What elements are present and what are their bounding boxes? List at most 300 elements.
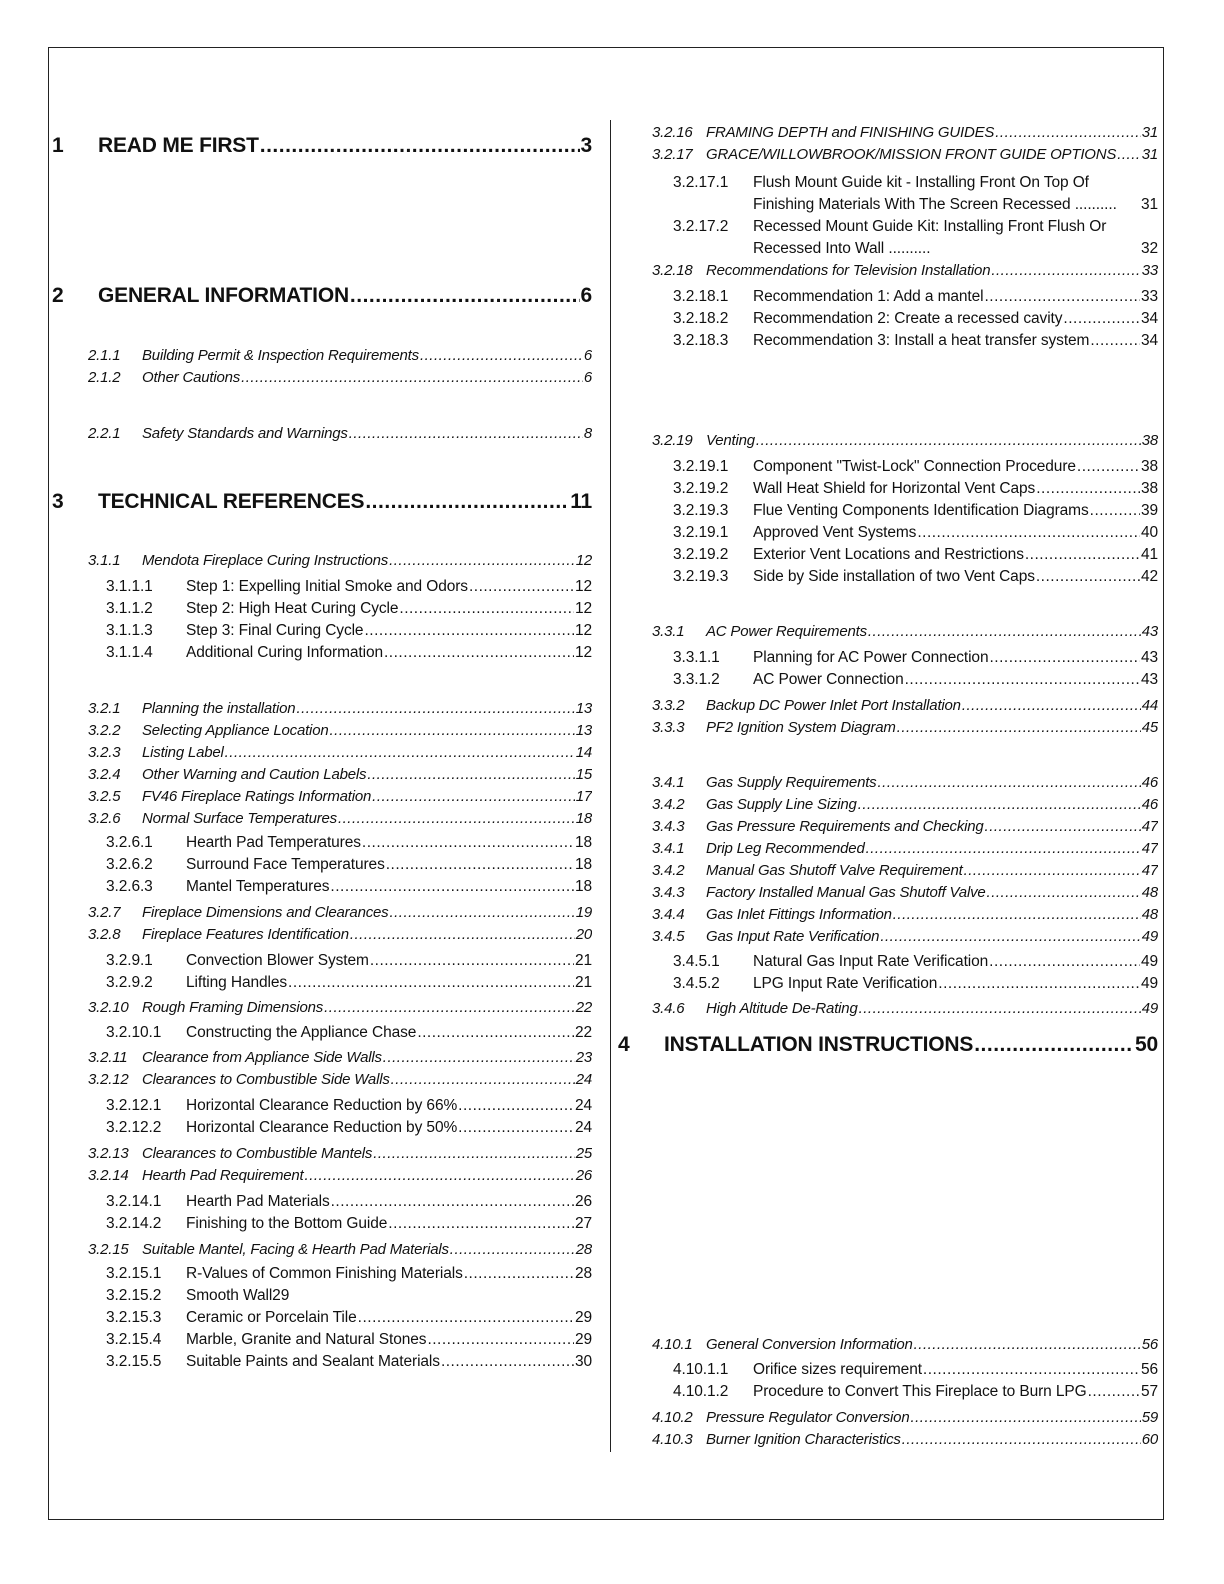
dot-leader xyxy=(989,649,1139,667)
toc-entry-number: 4.10.1 xyxy=(652,1336,693,1353)
toc-entry[interactable] xyxy=(652,262,1158,279)
toc-entry-page: 47 xyxy=(1141,840,1158,857)
toc-entry-number: 4.10.2 xyxy=(652,1409,693,1426)
toc-entry-title: Clearances to Combustible Mantels xyxy=(142,1145,373,1162)
toc-entry[interactable] xyxy=(106,578,592,596)
toc-entry[interactable] xyxy=(652,719,1158,736)
toc-entry-page: 49 xyxy=(1141,928,1158,945)
toc-entry[interactable] xyxy=(652,774,1158,791)
toc-entry-number: 3.2.15.3 xyxy=(106,1309,162,1326)
toc-entry[interactable] xyxy=(106,644,592,662)
toc-entry[interactable] xyxy=(652,1409,1158,1426)
dot-leader xyxy=(383,1049,575,1066)
dot-leader xyxy=(989,953,1140,971)
toc-entry-page: 29 xyxy=(574,1331,592,1348)
toc-entry-page: 31 xyxy=(1141,124,1158,141)
toc-entry-title: Smooth Wall29 xyxy=(186,1287,290,1304)
dot-leader xyxy=(1090,502,1140,520)
dot-leader xyxy=(260,134,580,158)
toc-entry-title: Side by Side installation of two Vent Caps xyxy=(753,568,1035,585)
toc-entry-number: 3.3.2 xyxy=(652,697,685,714)
toc-entry[interactable] xyxy=(88,347,592,364)
toc-entry-number: 2.1.2 xyxy=(88,369,121,386)
toc-entry[interactable] xyxy=(88,1167,592,1184)
dot-leader xyxy=(1025,546,1140,564)
toc-entry-page: 6 xyxy=(583,369,592,386)
toc-entry-title: Safety Standards and Warnings xyxy=(142,425,348,442)
toc-entry-number: 3.1.1.1 xyxy=(106,578,153,595)
toc-entry[interactable] xyxy=(106,1265,592,1283)
toc-entry-title: Constructing the Appliance Chase xyxy=(186,1024,417,1041)
toc-entry-page: 33 xyxy=(1140,288,1158,305)
dot-leader xyxy=(358,1309,574,1327)
toc-entry[interactable] xyxy=(652,124,1158,141)
toc-entry-number: 3.3.1 xyxy=(652,623,685,640)
toc-entry-number: 3.4.4 xyxy=(652,906,685,923)
toc-entry-number: 3.2.15.2 xyxy=(106,1287,162,1304)
toc-entry-title: Pressure Regulator Conversion xyxy=(706,1409,910,1426)
toc-entry-page: 41 xyxy=(1140,546,1158,563)
toc-entry-page: 6 xyxy=(580,284,592,307)
toc-entry-title: Approved Vent Systems xyxy=(753,524,917,541)
toc-entry-title: Selecting Appliance Location xyxy=(142,722,329,739)
toc-entry-number: 3.2.12.1 xyxy=(106,1097,162,1114)
toc-entry-page: 3 xyxy=(580,134,592,157)
toc-entry-page: 49 xyxy=(1140,953,1158,970)
toc-entry-number: 3.4.5.1 xyxy=(673,953,720,970)
dot-leader xyxy=(866,840,1141,857)
dot-leader xyxy=(1117,146,1141,163)
toc-entry-page: 50 xyxy=(1135,1033,1158,1056)
toc-entry-number: 3.3.3 xyxy=(652,719,685,736)
dot-leader xyxy=(1088,1383,1140,1401)
dot-leader xyxy=(1063,310,1140,328)
toc-entry-number: 3.2.15.4 xyxy=(106,1331,162,1348)
toc-entry[interactable] xyxy=(652,818,1158,835)
toc-entry-page: 18 xyxy=(574,856,592,873)
toc-entry-number: 2.1.1 xyxy=(88,347,121,364)
dot-leader xyxy=(905,671,1140,689)
toc-entry-title: Marble, Granite and Natural Stones xyxy=(186,1331,427,1348)
toc-entry[interactable] xyxy=(673,502,1158,520)
toc-entry-title: Normal Surface Temperatures xyxy=(142,810,337,827)
toc-entry-page: 57 xyxy=(1140,1383,1158,1400)
dot-leader xyxy=(985,818,1141,835)
toc-entry-page: 31 xyxy=(1141,146,1158,163)
toc-entry[interactable] xyxy=(673,649,1158,667)
toc-entry-number: 3.3.1.1 xyxy=(673,649,720,666)
toc-entry[interactable] xyxy=(88,700,592,717)
toc-entry-number: 3.2.6.1 xyxy=(106,834,153,851)
toc-entry[interactable] xyxy=(88,744,592,761)
toc-entry-page: 17 xyxy=(575,788,592,805)
toc-entry-title: Backup DC Power Inlet Port Installation xyxy=(706,697,961,714)
dot-leader xyxy=(964,862,1141,879)
dot-leader xyxy=(1036,480,1140,498)
toc-entry[interactable] xyxy=(88,425,592,442)
dot-leader xyxy=(288,974,574,992)
toc-entry-number: 2.2.1 xyxy=(88,425,121,442)
dot-leader xyxy=(349,425,583,442)
toc-entry[interactable] xyxy=(673,953,1158,971)
toc-entry[interactable] xyxy=(106,834,592,852)
dot-leader xyxy=(384,644,574,662)
toc-entry-number: 3.2.16 xyxy=(652,124,693,141)
toc-entry[interactable] xyxy=(618,1033,1158,1057)
toc-entry-page: 26 xyxy=(574,1193,592,1210)
dot-leader xyxy=(417,1024,574,1042)
dot-leader xyxy=(370,952,574,970)
dot-leader xyxy=(331,1193,574,1211)
toc-entry-title: Planning the installation xyxy=(142,700,296,717)
dot-leader xyxy=(225,744,575,761)
toc-entry-page: 28 xyxy=(574,1265,592,1282)
toc-entry[interactable] xyxy=(106,1215,592,1233)
toc-entry-number: 4.10.1.2 xyxy=(673,1383,729,1400)
dot-leader xyxy=(995,124,1140,141)
toc-entry-number: 3.2.9.1 xyxy=(106,952,153,969)
toc-entry-title: Lifting Handles xyxy=(186,974,288,991)
dot-leader xyxy=(458,1119,574,1137)
dot-leader xyxy=(914,1336,1141,1353)
toc-entry-page: 13 xyxy=(575,700,592,717)
toc-entry[interactable] xyxy=(652,623,1158,640)
toc-entry-number: 3.4.5.2 xyxy=(673,975,720,992)
toc-entry-number: 3.2.3 xyxy=(88,744,121,761)
toc-entry[interactable] xyxy=(673,1383,1158,1401)
toc-entry[interactable] xyxy=(673,310,1158,328)
toc-entry-number: 3.2.14 xyxy=(88,1167,129,1184)
toc-entry-number: 3.2.6 xyxy=(88,810,121,827)
dot-leader xyxy=(427,1331,574,1349)
toc-entry-title: Recommendations for Television Installation xyxy=(706,262,991,279)
toc-entry-title: High Altitude De-Rating xyxy=(706,1000,858,1017)
toc-entry-number: 3.4.1 xyxy=(652,840,685,857)
toc-entry-title: R-Values of Common Finishing Materials xyxy=(186,1265,463,1282)
dot-leader xyxy=(858,796,1141,813)
toc-entry-title: Gas Inlet Fittings Information xyxy=(706,906,892,923)
toc-entry-page: 24 xyxy=(574,1119,592,1136)
toc-entry-number: 3.2.14.1 xyxy=(106,1193,162,1210)
toc-entry-page: 34 xyxy=(1140,332,1158,349)
toc-entry-title: Flush Mount Guide kit - Installing Front On Top Of Finishing Materials With The Screen Recessed .......... xyxy=(753,174,1117,213)
toc-entry-title: Convection Blower System xyxy=(186,952,369,969)
toc-entry[interactable] xyxy=(652,840,1158,857)
toc-entry-number: 3.2.14.2 xyxy=(106,1215,162,1232)
toc-entry-number: 3.4.5 xyxy=(652,928,685,945)
toc-entry-page: 22 xyxy=(574,1024,592,1041)
toc-entry-title: Recommendation 1: Add a mantel xyxy=(753,288,984,305)
toc-entry-title: Finishing to the Bottom Guide xyxy=(186,1215,388,1232)
dot-leader xyxy=(367,766,574,783)
toc-entry-number: 3.2.2 xyxy=(88,722,121,739)
dot-leader xyxy=(464,1265,574,1283)
toc-entry-number: 4.10.1.1 xyxy=(673,1361,729,1378)
toc-entry[interactable] xyxy=(106,1097,592,1115)
toc-entry-number: 2 xyxy=(52,284,64,307)
toc-entry[interactable] xyxy=(673,1361,1158,1379)
toc-entry-page: 12 xyxy=(574,644,592,661)
dot-leader xyxy=(756,432,1141,449)
toc-entry-page: 56 xyxy=(1141,1336,1158,1353)
toc-entry-page: 12 xyxy=(574,600,592,617)
toc-entry-title: Mantel Temperatures xyxy=(186,878,330,895)
toc-entry[interactable] xyxy=(652,1000,1158,1017)
toc-entry[interactable] xyxy=(52,284,592,308)
toc-entry-page: 26 xyxy=(575,1167,592,1184)
toc-entry[interactable] xyxy=(652,146,1158,163)
toc-entry[interactable] xyxy=(88,552,592,569)
toc-entry-title: Flue Venting Components Identification Diagrams xyxy=(753,502,1089,519)
toc-entry[interactable] xyxy=(88,1241,592,1258)
toc-entry-page: 13 xyxy=(575,722,592,739)
toc-entry-title: Procedure to Convert This Fireplace to Burn LPG xyxy=(753,1383,1087,1400)
toc-entry[interactable] xyxy=(88,369,592,386)
toc-entry-number: 3.2.10 xyxy=(88,999,129,1016)
toc-entry-page: 40 xyxy=(1140,524,1158,541)
toc-entry[interactable] xyxy=(652,1336,1158,1353)
toc-entry-page: 18 xyxy=(574,878,592,895)
toc-entry[interactable] xyxy=(673,172,1158,216)
toc-entry-title: Gas Input Rate Verification xyxy=(706,928,880,945)
toc-entry[interactable] xyxy=(673,975,1158,993)
toc-entry-title: Component "Twist-Lock" Connection Procedure xyxy=(753,458,1076,475)
toc-entry-page: 12 xyxy=(574,622,592,639)
dot-leader xyxy=(389,552,575,569)
toc-entry-number: 3.2.8 xyxy=(88,926,121,943)
toc-entry[interactable] xyxy=(652,862,1158,879)
toc-entry-number: 3.2.12 xyxy=(88,1071,129,1088)
dot-leader xyxy=(330,878,574,896)
toc-entry-title: Orifice sizes requirement xyxy=(753,1361,922,1378)
toc-entry-number: 3.2.17.1 xyxy=(673,174,729,191)
toc-entry[interactable] xyxy=(106,622,592,640)
toc-entry[interactable] xyxy=(106,600,592,618)
toc-entry-page: 21 xyxy=(574,952,592,969)
toc-entry-page: 24 xyxy=(575,1071,592,1088)
toc-entry-number: 3.2.11 xyxy=(88,1049,128,1066)
dot-leader xyxy=(241,369,583,386)
toc-entry-title: Drip Leg Recommended xyxy=(706,840,865,857)
dot-leader: .......... xyxy=(1070,196,1117,213)
toc-entry-title: Venting xyxy=(706,432,755,449)
toc-entry[interactable] xyxy=(88,788,592,805)
toc-entry[interactable] xyxy=(52,134,592,158)
toc-entry-title: Fireplace Features Identification xyxy=(142,926,349,943)
toc-entry-page: 23 xyxy=(575,1049,592,1066)
toc-entry[interactable] xyxy=(673,524,1158,542)
dot-leader xyxy=(469,578,574,596)
toc-entry-title: Manual Gas Shutoff Valve Requirement xyxy=(706,862,963,879)
toc-entry[interactable] xyxy=(88,1145,592,1162)
toc-entry-title: GRACE/WILLOWBROOK/MISSION FRONT GUIDE OPTIONS xyxy=(706,146,1117,163)
dot-leader xyxy=(373,1145,575,1162)
toc-entry-title: Hearth Pad Materials xyxy=(186,1193,330,1210)
toc-entry-title: Hearth Pad Requirement xyxy=(142,1167,304,1184)
toc-entry-title: PF2 Ignition System Diagram xyxy=(706,719,896,736)
toc-entry[interactable] xyxy=(106,974,592,992)
dot-leader xyxy=(420,347,583,364)
toc-entry-title: Mendota Fireplace Curing Instructions xyxy=(142,552,389,569)
toc-entry-number: 3.4.3 xyxy=(652,818,685,835)
toc-entry[interactable] xyxy=(106,1353,592,1371)
toc-entry[interactable] xyxy=(106,1309,592,1327)
dot-leader xyxy=(974,1033,1134,1057)
toc-entry-title: FRAMING DEPTH and FINISHING GUIDES xyxy=(706,124,995,141)
toc-entry[interactable] xyxy=(652,906,1158,923)
toc-entry[interactable] xyxy=(88,722,592,739)
dot-leader xyxy=(350,926,575,943)
toc-entry[interactable] xyxy=(106,952,592,970)
toc-entry[interactable] xyxy=(652,1431,1158,1448)
toc-entry-page: 38 xyxy=(1141,432,1158,449)
toc-entry-number: 3.2.12.2 xyxy=(106,1119,162,1136)
toc-entry-title: Fireplace Dimensions and Clearances xyxy=(142,904,389,921)
toc-entry[interactable] xyxy=(673,671,1158,689)
toc-entry-page: 59 xyxy=(1141,1409,1158,1426)
toc-entry[interactable] xyxy=(88,766,592,783)
dot-leader xyxy=(364,622,574,640)
toc-entry[interactable] xyxy=(106,1287,592,1305)
toc-entry[interactable] xyxy=(673,480,1158,498)
toc-entry-number: 3.2.4 xyxy=(88,766,121,783)
toc-entry-page: 30 xyxy=(574,1353,592,1370)
toc-entry-number: 3.2.6.3 xyxy=(106,878,153,895)
toc-entry-page: 18 xyxy=(574,834,592,851)
toc-entry[interactable] xyxy=(673,458,1158,476)
toc-entry[interactable] xyxy=(88,904,592,921)
toc-entry-page: 21 xyxy=(574,974,592,991)
toc-entry-number: 4.10.3 xyxy=(652,1431,693,1448)
toc-entry-number: 1 xyxy=(52,134,64,157)
toc-entry-number: 3.2.18.2 xyxy=(673,310,729,327)
toc-entry[interactable] xyxy=(106,878,592,896)
toc-entry[interactable] xyxy=(673,332,1158,350)
toc-entry[interactable] xyxy=(673,216,1158,260)
toc-entry[interactable] xyxy=(673,568,1158,586)
column-divider xyxy=(610,120,611,1452)
toc-entry-page: 47 xyxy=(1141,862,1158,879)
toc-entry-page: 11 xyxy=(570,490,592,513)
toc-entry-page: 19 xyxy=(575,904,592,921)
toc-entry-number: 3.2.7 xyxy=(88,904,121,921)
toc-entry[interactable] xyxy=(88,999,592,1016)
toc-entry[interactable] xyxy=(106,856,592,874)
toc-entry-title: Other Warning and Caution Labels xyxy=(142,766,367,783)
dot-leader xyxy=(868,623,1141,640)
toc-entry[interactable] xyxy=(88,810,592,827)
toc-entry-number: 3.1.1.3 xyxy=(106,622,153,639)
toc-entry-title: Hearth Pad Temperatures xyxy=(186,834,361,851)
toc-entry-number: 3.2.10.1 xyxy=(106,1024,162,1041)
toc-entry-title: FV46 Fireplace Ratings Information xyxy=(142,788,372,805)
dot-leader xyxy=(365,490,569,514)
toc-entry-number: 3.2.17 xyxy=(652,146,693,163)
dot-leader xyxy=(985,288,1140,306)
toc-entry-number: 3.2.9.2 xyxy=(106,974,153,991)
toc-entry-page: 46 xyxy=(1141,774,1158,791)
dot-leader xyxy=(897,719,1141,736)
toc-entry-page: 33 xyxy=(1141,262,1158,279)
toc-entry-page: 48 xyxy=(1141,884,1158,901)
toc-entry-title: Building Permit & Inspection Requirements xyxy=(142,347,419,364)
toc-entry-number: 3.4.6 xyxy=(652,1000,685,1017)
toc-entry[interactable] xyxy=(652,697,1158,714)
toc-entry-title: General Conversion Information xyxy=(706,1336,913,1353)
dot-leader xyxy=(329,722,574,739)
toc-entry-page: 24 xyxy=(574,1097,592,1114)
toc-entry-title: Gas Pressure Requirements and Checking xyxy=(706,818,984,835)
toc-entry-page: 32 xyxy=(1140,240,1158,257)
dot-leader xyxy=(441,1353,574,1371)
dot-leader xyxy=(1077,458,1140,476)
toc-entry[interactable] xyxy=(52,490,592,514)
toc-entry[interactable] xyxy=(106,1193,592,1211)
toc-entry-number: 3.4.1 xyxy=(652,774,685,791)
toc-entry[interactable] xyxy=(652,884,1158,901)
toc-entry-page: 56 xyxy=(1140,1361,1158,1378)
toc-entry-title: Planning for AC Power Connection xyxy=(753,649,989,666)
toc-entry-title: Ceramic or Porcelain Tile xyxy=(186,1309,357,1326)
toc-entry-number: 3.4.2 xyxy=(652,796,685,813)
toc-entry-page: 14 xyxy=(575,744,592,761)
toc-entry-number: 3.2.19.3 xyxy=(673,502,729,519)
toc-entry-title: Step 3: Final Curing Cycle xyxy=(186,622,364,639)
dot-leader xyxy=(878,774,1141,791)
dot-leader xyxy=(450,1241,575,1258)
toc-entry[interactable] xyxy=(652,432,1158,449)
dot-leader xyxy=(296,700,574,717)
toc-entry-number: 3.2.19.1 xyxy=(673,524,729,541)
toc-entry[interactable] xyxy=(88,1049,592,1066)
toc-entry[interactable] xyxy=(88,926,592,943)
toc-entry[interactable] xyxy=(106,1024,592,1042)
toc-entry-number: 3.2.1 xyxy=(88,700,121,717)
toc-entry-title: Wall Heat Shield for Horizontal Vent Caps xyxy=(753,480,1036,497)
toc-entry[interactable] xyxy=(106,1331,592,1349)
dot-leader: .......... xyxy=(884,240,931,257)
toc-entry[interactable] xyxy=(88,1071,592,1088)
toc-entry-title: READ ME FIRST xyxy=(98,134,259,157)
toc-entry-number: 3.2.5 xyxy=(88,788,121,805)
toc-entry-number: 3 xyxy=(52,490,64,513)
toc-entry-number: 3.1.1.2 xyxy=(106,600,153,617)
dot-leader xyxy=(1036,568,1140,586)
toc-entry[interactable] xyxy=(652,928,1158,945)
toc-entry[interactable] xyxy=(106,1119,592,1137)
toc-entry-title: Suitable Mantel, Facing & Hearth Pad Materials xyxy=(142,1241,449,1258)
toc-entry-number: 3.2.19.3 xyxy=(673,568,729,585)
toc-entry-number: 3.4.2 xyxy=(652,862,685,879)
toc-entry-number: 3.2.18.1 xyxy=(673,288,729,305)
toc-entry-number: 3.2.15 xyxy=(88,1241,129,1258)
toc-entry-page: 28 xyxy=(575,1241,592,1258)
toc-entry-number: 3.2.18.3 xyxy=(673,332,729,349)
toc-entry-number: 3.2.15.1 xyxy=(106,1265,162,1282)
toc-entry-title: LPG Input Rate Verification xyxy=(753,975,938,992)
toc-entry-title: Burner Ignition Characteristics xyxy=(706,1431,901,1448)
toc-entry-title: Other Cautions xyxy=(142,369,241,386)
toc-entry-title: Exterior Vent Locations and Restrictions xyxy=(753,546,1024,563)
toc-entry-page: 20 xyxy=(575,926,592,943)
toc-entry-title: Horizontal Clearance Reduction by 66% xyxy=(186,1097,458,1114)
toc-entry[interactable] xyxy=(673,546,1158,564)
toc-entry[interactable] xyxy=(652,796,1158,813)
toc-entry-page: 38 xyxy=(1140,480,1158,497)
dot-leader xyxy=(987,884,1141,901)
toc-entry[interactable] xyxy=(673,288,1158,306)
dot-leader xyxy=(389,904,574,921)
